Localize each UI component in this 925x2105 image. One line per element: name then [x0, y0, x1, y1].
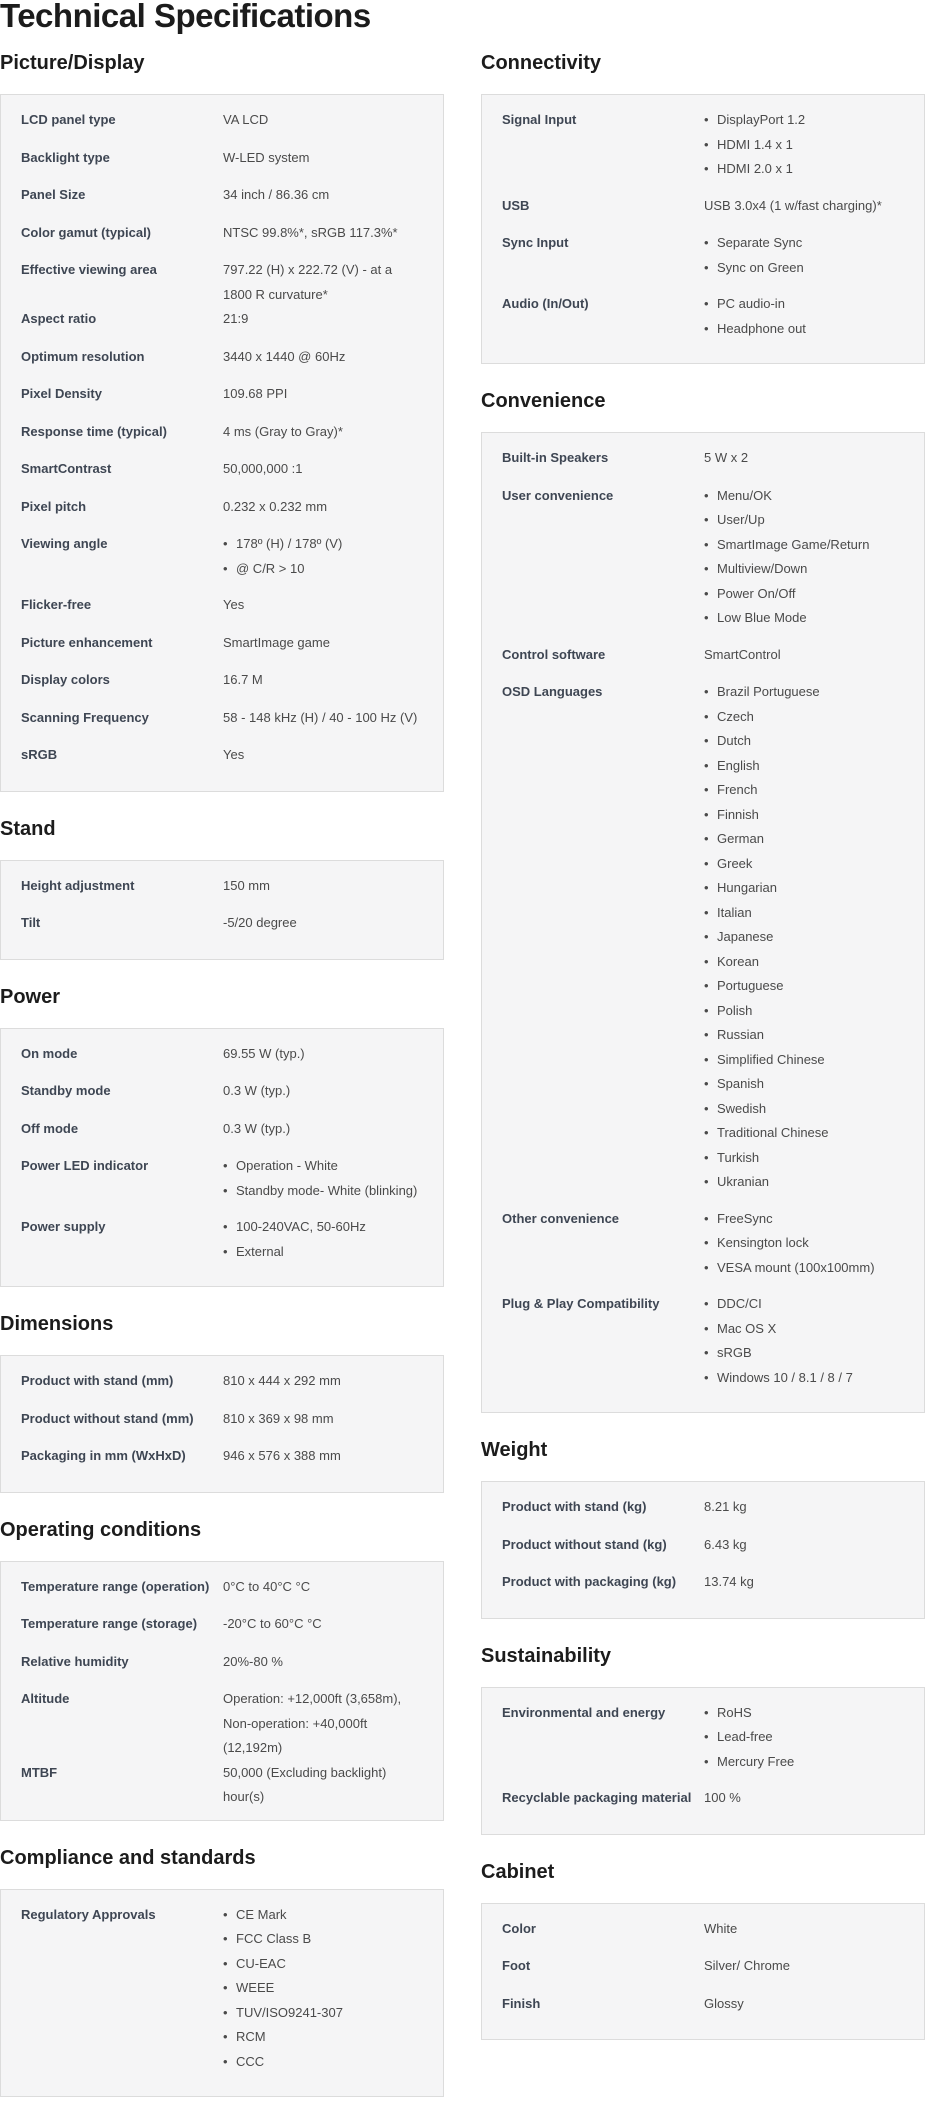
- spec-row: [502, 484, 904, 643]
- spec-label: Aspect ratio: [21, 311, 97, 326]
- spec-row: [21, 1079, 423, 1117]
- spec-value-item: • Czech: [704, 705, 904, 730]
- spec-row: [21, 1444, 423, 1482]
- spec-label: Product without stand (kg): [502, 1536, 667, 1552]
- section-title-picture-display: Picture/Display: [0, 52, 145, 74]
- section-title-power: Power: [0, 985, 61, 1008]
- section-title-compliance-and-standards: Compliance and standards: [0, 1846, 256, 1869]
- spec-value-list: [704, 1292, 904, 1390]
- spec-label: Backlight type: [21, 149, 110, 165]
- spec-value: 4 ms (Gray to Gray)*: [223, 423, 343, 439]
- spec-value-item: • FreeSync: [704, 1207, 904, 1232]
- spec-value-item: • Low Blue Mode: [704, 606, 904, 631]
- spec-value-item: • Hungarian: [704, 876, 904, 901]
- spec-row: [21, 1369, 423, 1407]
- spec-value: 8.21 kg: [704, 1499, 747, 1514]
- spec-label: Environmental and energy: [502, 1704, 666, 1720]
- spec-value: 797.22 (H) x 222.72 (V) - at a 1800 R curvature*: [223, 262, 393, 302]
- spec-value: 0.3 W (typ.): [223, 1083, 291, 1098]
- spec-value-item: • Traditional Chinese: [704, 1121, 904, 1146]
- spec-value-item: • Lead-free: [704, 1725, 904, 1750]
- left-column: [0, 52, 444, 2105]
- spec-row: [21, 743, 423, 781]
- spec-value: 810 x 444 x 292 mm: [223, 1373, 341, 1388]
- spec-label: Packaging in mm (WxHxD): [21, 1448, 186, 1463]
- spec-value-item: • Swedish: [704, 1097, 904, 1122]
- spec-row: [502, 1701, 904, 1787]
- spec-value: Yes: [223, 747, 245, 762]
- spec-value-item: • Portuguese: [704, 974, 904, 999]
- spec-label: SmartContrast: [21, 461, 112, 476]
- spec-value: 150 mm: [223, 877, 270, 893]
- spec-value-list: [704, 680, 904, 1195]
- spec-value-item: • WEEE: [223, 1976, 423, 2001]
- spec-row: [21, 183, 423, 221]
- spec-label: Optimum resolution: [21, 348, 145, 364]
- spec-value-item: • Mac OS X: [704, 1317, 904, 1342]
- spec-row: [502, 231, 904, 292]
- spec-panel-dimensions: [0, 1355, 444, 1493]
- spec-value-item: • PC audio-in: [704, 292, 904, 317]
- spec-label: LCD panel type: [21, 112, 116, 127]
- spec-value-item: • RoHS: [704, 1701, 904, 1726]
- spec-value-list: [704, 484, 904, 631]
- spec-value-list: [704, 1701, 904, 1775]
- spec-row: [21, 1042, 423, 1080]
- spec-label: Product with stand (mm): [21, 1373, 174, 1388]
- spec-value: -20°C to 60°C °C: [223, 1616, 322, 1631]
- spec-label: Viewing angle: [21, 536, 108, 551]
- spec-row: [502, 108, 904, 194]
- spec-label: Power supply: [21, 1219, 106, 1234]
- spec-label: sRGB: [21, 747, 58, 762]
- spec-value-item: • Polish: [704, 999, 904, 1024]
- section-title-dimensions: Dimensions: [0, 1313, 114, 1335]
- spec-panel-operating-conditions: [0, 1561, 444, 1821]
- spec-label: Plug & Play Compatibility: [502, 1296, 660, 1311]
- spec-value: SmartImage game: [223, 634, 330, 650]
- spec-row: [21, 1215, 423, 1276]
- spec-value: 69.55 W (typ.): [223, 1045, 305, 1061]
- spec-label: Control software: [502, 646, 606, 662]
- spec-label: Signal Input: [502, 112, 577, 127]
- spec-value-item: • CCC: [223, 2050, 423, 2075]
- spec-label: Product with stand (kg): [502, 1499, 647, 1514]
- spec-label: Panel Size: [21, 187, 86, 202]
- spec-value: NTSC 99.8%*, sRGB 117.3%*: [223, 224, 398, 240]
- spec-value-list: [223, 1154, 423, 1203]
- spec-value-list: [704, 231, 904, 280]
- spec-value: SmartControl: [704, 646, 781, 662]
- spec-row: [21, 1903, 423, 2087]
- section-title-sustainability: Sustainability: [481, 1644, 612, 1667]
- spec-value: USB 3.0x4 (1 w/fast charging)*: [704, 197, 882, 213]
- spec-row: [21, 345, 423, 383]
- spec-value-item: • Ukranian: [704, 1170, 904, 1195]
- spec-row: [502, 194, 904, 232]
- spec-row: [21, 668, 423, 706]
- spec-row: [21, 495, 423, 533]
- spec-row: [21, 1687, 423, 1761]
- spec-value-item: • Standby mode- White (blinking): [223, 1179, 423, 1204]
- spec-label: Response time (typical): [21, 423, 167, 439]
- spec-row: [21, 1407, 423, 1445]
- spec-value-item: • FCC Class B: [223, 1927, 423, 1952]
- spec-value: 109.68 PPI: [223, 386, 288, 401]
- spec-value: 50,000 (Excluding backlight) hour(s): [223, 1764, 387, 1804]
- spec-value-item: • Italian: [704, 901, 904, 926]
- spec-value: 946 x 576 x 388 mm: [223, 1448, 341, 1463]
- spec-label: Product with packaging (kg): [502, 1574, 677, 1589]
- spec-label: Pixel pitch: [21, 498, 87, 514]
- spec-row: [21, 258, 423, 307]
- spec-row: [502, 1954, 904, 1992]
- spec-value-item: • Spanish: [704, 1072, 904, 1097]
- spec-value: 34 inch / 86.36 cm: [223, 187, 330, 202]
- spec-label: Power LED indicator: [21, 1158, 149, 1173]
- spec-panel-stand: [0, 860, 444, 960]
- spec-value: VA LCD: [223, 112, 269, 127]
- spec-value-item: • User/Up: [704, 508, 904, 533]
- spec-value: 21:9: [223, 311, 249, 326]
- spec-row: [21, 108, 423, 146]
- spec-value: Operation: +12,000ft (3,658m), Non-operation: +40,000ft (12,192m): [223, 1691, 402, 1755]
- spec-value: 58 - 148 kHz (H) / 40 - 100 Hz (V): [223, 709, 418, 725]
- spec-value: 100 %: [704, 1790, 741, 1805]
- spec-row: [502, 1992, 904, 2030]
- spec-row: [502, 1495, 904, 1533]
- spec-value: Yes: [223, 597, 245, 612]
- spec-value-item: • Operation - White: [223, 1154, 423, 1179]
- section-title-convenience: Convenience: [481, 390, 606, 412]
- spec-panel-sustainability: [481, 1687, 925, 1835]
- spec-row: [502, 292, 904, 353]
- spec-value: 6.43 kg: [704, 1536, 747, 1552]
- spec-value: White: [704, 1920, 738, 1936]
- spec-value-item: • DisplayPort 1.2: [704, 108, 904, 133]
- spec-row: [21, 1761, 423, 1810]
- spec-value-item: • Turkish: [704, 1146, 904, 1171]
- spec-value-item: • Dutch: [704, 729, 904, 754]
- spec-value-item: • Greek: [704, 852, 904, 877]
- spec-label: Picture enhancement: [21, 634, 153, 650]
- spec-label: Audio (In/Out): [502, 296, 589, 311]
- spec-value-item: • CU-EAC: [223, 1952, 423, 1977]
- section-title-weight: Weight: [481, 1439, 548, 1461]
- spec-row: [21, 706, 423, 744]
- spec-value-list: [704, 108, 904, 182]
- spec-label: Temperature range (operation): [21, 1578, 210, 1594]
- spec-row: [21, 593, 423, 631]
- spec-value: Glossy: [704, 1995, 744, 2011]
- spec-value: 16.7 M: [223, 672, 263, 687]
- spec-label: Foot: [502, 1958, 531, 1973]
- spec-label: Sync Input: [502, 235, 569, 250]
- spec-label: Regulatory Approvals: [21, 1906, 156, 1922]
- spec-value-item: • CE Mark: [223, 1903, 423, 1928]
- spec-label: USB: [502, 197, 530, 213]
- spec-value-item: • External: [223, 1240, 423, 1265]
- spec-value: 0.232 x 0.232 mm: [223, 498, 328, 514]
- spec-label: Off mode: [21, 1120, 79, 1136]
- page-title: Technical Specifications: [0, 0, 371, 34]
- spec-value-item: • Windows 10 / 8.1 / 8 / 7: [704, 1366, 904, 1391]
- spec-value-item: • DDC/CI: [704, 1292, 904, 1317]
- spec-row: [21, 631, 423, 669]
- spec-value-list: [704, 1207, 904, 1281]
- spec-value-item: • English: [704, 754, 904, 779]
- spec-row: [21, 457, 423, 495]
- spec-value-list: [223, 1903, 423, 2075]
- spec-label: MTBF: [21, 1764, 58, 1780]
- spec-value-item: • Japanese: [704, 925, 904, 950]
- spec-panel-weight: [481, 1481, 925, 1619]
- spec-row: [502, 643, 904, 681]
- spec-row: [21, 911, 423, 949]
- spec-row: [21, 1612, 423, 1650]
- spec-row: [21, 1650, 423, 1688]
- spec-label: Standby mode: [21, 1083, 111, 1098]
- spec-value-item: • Simplified Chinese: [704, 1048, 904, 1073]
- section-title-stand: Stand: [0, 817, 56, 840]
- spec-row: [502, 1570, 904, 1608]
- spec-value-list: [223, 532, 423, 581]
- spec-label: Finish: [502, 1995, 541, 2011]
- spec-label: Pixel Density: [21, 386, 102, 401]
- spec-label: User convenience: [502, 487, 614, 503]
- spec-row: [21, 221, 423, 259]
- spec-value-item: • RCM: [223, 2025, 423, 2050]
- spec-label: Effective viewing area: [21, 262, 157, 277]
- spec-row: [21, 1575, 423, 1613]
- spec-value-item: • 178º (H) / 178º (V): [223, 532, 423, 557]
- spec-label: Relative humidity: [21, 1653, 129, 1669]
- spec-row: [21, 1117, 423, 1155]
- spec-value-item: • Sync on Green: [704, 256, 904, 281]
- spec-value: 5 W x 2: [704, 450, 749, 465]
- spec-value: Silver/ Chrome: [704, 1958, 790, 1973]
- spec-label: Color: [502, 1920, 536, 1936]
- spec-value: 3440 x 1440 @ 60Hz: [223, 348, 346, 364]
- spec-value-item: • @ C/R > 10: [223, 557, 423, 582]
- spec-panel-connectivity: [481, 94, 925, 364]
- spec-row: [502, 680, 904, 1207]
- spec-value-item: • Multiview/Down: [704, 557, 904, 582]
- spec-row: [502, 1786, 904, 1824]
- spec-value: 810 x 369 x 98 mm: [223, 1410, 334, 1426]
- spec-row: [21, 146, 423, 184]
- spec-value: 50,000,000 :1: [223, 461, 303, 476]
- section-title-operating-conditions: Operating conditions: [0, 1518, 202, 1541]
- spec-value-item: • sRGB: [704, 1341, 904, 1366]
- spec-row: [21, 307, 423, 345]
- spec-label: Recyclable packaging material: [502, 1790, 692, 1805]
- spec-label: Other convenience: [502, 1210, 620, 1226]
- spec-panel-picture-display: [0, 94, 444, 792]
- spec-value-item: • Mercury Free: [704, 1750, 904, 1775]
- spec-label: Tilt: [21, 915, 41, 930]
- spec-row: [21, 1154, 423, 1215]
- spec-panel-power: [0, 1028, 444, 1288]
- spec-row: [502, 1533, 904, 1571]
- spec-value-item: • HDMI 1.4 x 1: [704, 133, 904, 158]
- spec-row: [502, 1917, 904, 1955]
- spec-value: -5/20 degree: [223, 915, 297, 930]
- spec-value-list: [223, 1215, 423, 1264]
- right-column: [481, 52, 925, 2066]
- spec-value-item: • Menu/OK: [704, 484, 904, 509]
- spec-row: [21, 420, 423, 458]
- spec-value-item: • Separate Sync: [704, 231, 904, 256]
- spec-panel-cabinet: [481, 1903, 925, 2041]
- spec-value-item: • Russian: [704, 1023, 904, 1048]
- spec-row: [502, 1292, 904, 1402]
- spec-label: Height adjustment: [21, 877, 135, 893]
- spec-value-item: • Korean: [704, 950, 904, 975]
- spec-label: Scanning Frequency: [21, 709, 149, 725]
- spec-value-item: • 100-240VAC, 50-60Hz: [223, 1215, 423, 1240]
- spec-label: Altitude: [21, 1691, 70, 1706]
- spec-value: 0.3 W (typ.): [223, 1120, 291, 1136]
- spec-value-item: • TUV/ISO9241-307: [223, 2001, 423, 2026]
- spec-label: Built-in Speakers: [502, 450, 609, 465]
- spec-value-item: • VESA mount (100x100mm): [704, 1256, 904, 1281]
- section-title-cabinet: Cabinet: [481, 1860, 555, 1883]
- section-title-connectivity: Connectivity: [481, 52, 602, 74]
- spec-label: Flicker-free: [21, 597, 92, 612]
- spec-label: OSD Languages: [502, 684, 603, 699]
- spec-row: [21, 532, 423, 593]
- spec-label: On mode: [21, 1045, 78, 1061]
- spec-panel-compliance-and-standards: [0, 1889, 444, 2098]
- spec-panel-convenience: [481, 432, 925, 1413]
- spec-value-item: • Power On/Off: [704, 582, 904, 607]
- spec-label: Color gamut (typical): [21, 224, 152, 240]
- spec-value-item: • HDMI 2.0 x 1: [704, 157, 904, 182]
- spec-value-list: [704, 292, 904, 341]
- spec-row: [21, 382, 423, 420]
- spec-row: [502, 1207, 904, 1293]
- spec-value: W-LED system: [223, 149, 310, 165]
- spec-label: Product without stand (mm): [21, 1410, 194, 1426]
- spec-value: 13.74 kg: [704, 1574, 754, 1589]
- spec-value-item: • Headphone out: [704, 317, 904, 342]
- spec-value: 0°C to 40°C °C: [223, 1578, 311, 1594]
- spec-value: 20%-80 %: [223, 1653, 283, 1669]
- spec-value-item: • SmartImage Game/Return: [704, 533, 904, 558]
- spec-row: [21, 874, 423, 912]
- spec-value-item: • Finnish: [704, 803, 904, 828]
- spec-label: Display colors: [21, 672, 110, 687]
- spec-value-item: • French: [704, 778, 904, 803]
- spec-value-item: • Kensington lock: [704, 1231, 904, 1256]
- spec-value-item: • Brazil Portuguese: [704, 680, 904, 705]
- spec-row: [502, 446, 904, 484]
- spec-label: Temperature range (storage): [21, 1616, 198, 1631]
- spec-value-item: • German: [704, 827, 904, 852]
